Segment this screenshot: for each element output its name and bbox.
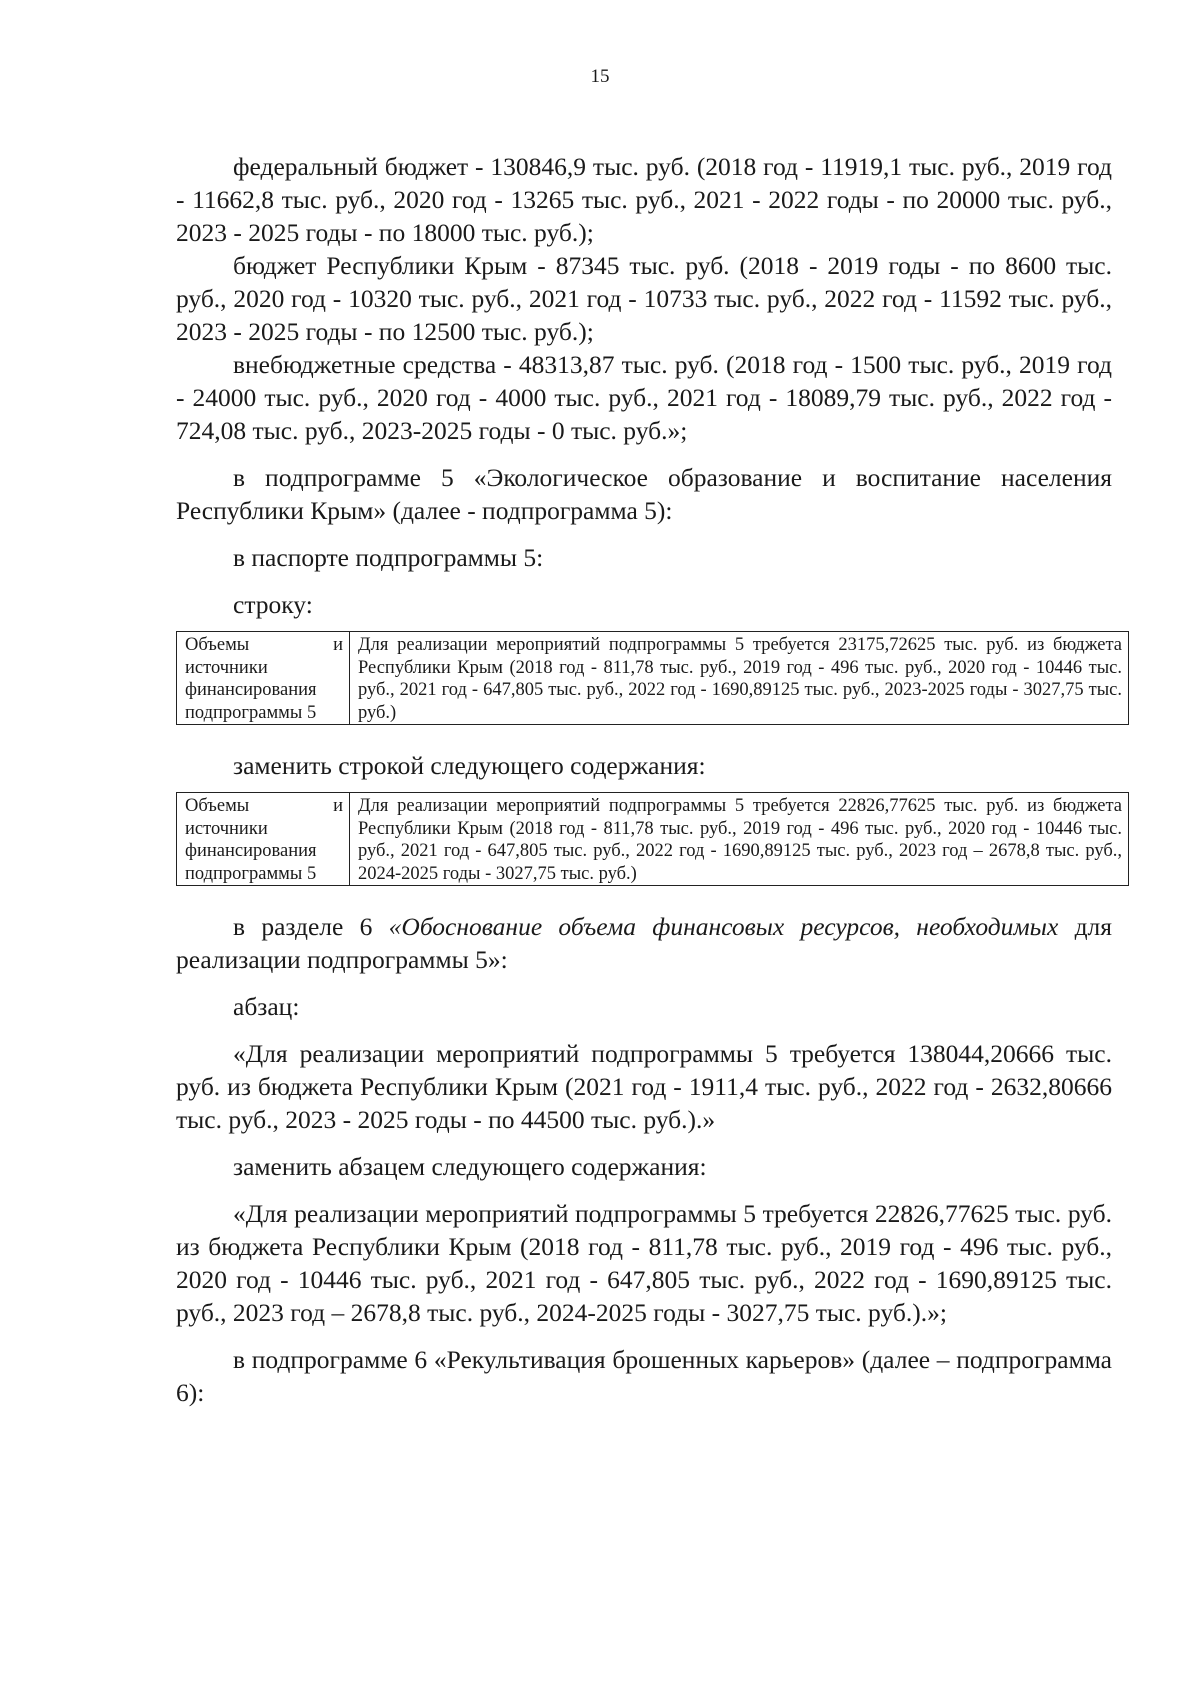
passport-paragraph: в паспорте подпрограммы 5: [233,543,544,572]
table-value-cell: Для реализации мероприятий подпрограммы 5 требуется 23175,72625 тыс. руб. из бюджета Республики Крым (2018 год - 811,78 тыс. руб., 2019 год - 496 тыс. руб., 2020 год - 10446 тыс. руб., 2021 год - 647,805 тыс. руб., 2022 год - 1690,89125 тыс. руб., 2023-2025 годы - 3027,75 тыс. руб.) [350,632,1129,725]
federal-budget-paragraph: федеральный бюджет - 130846,9 тыс. руб. (2018 год - 11919,1 тыс. руб., 2019 год - 11662,8 тыс. руб., 2020 год - 13265 тыс. руб., 2021 - 2022 годы - по 20000 тыс. руб., 2023 - 2025 годы - по 18000 тыс. руб.); [176,152,1112,247]
section6-title: «Обоснование объема финансовых ресурсов, необходимых [388,912,1059,941]
page-number: 15 [590,66,610,87]
crimea-budget-paragraph: бюджет Республики Крым - 87345 тыс. руб. (2018 - 2019 годы - по 8600 тыс. руб., 2020 год - 10320 тыс. руб., 2021 год - 10733 тыс. руб., 2022 год - 11592 тыс. руб., 2023 - 2025 годы - по 12500 тыс. руб.); [176,251,1112,346]
left-line: подпрограммы 5 [185,702,317,723]
extrabudgetary-paragraph: внебюджетные средства - 48313,87 тыс. руб. (2018 год - 1500 тыс. руб., 2019 год - 24000 тыс. руб., 2020 год - 4000 тыс. руб., 2021 год - 18089,79 тыс. руб., 2022 год - 724,08 тыс. руб., 2023-2025 годы - 0 тыс. руб.»; [176,350,1112,445]
document-body [176,150,1122,1409]
subprogram6-paragraph: в подпрограмме 6 «Рекультивация брошенных карьеров» (далее – подпрограмма 6): [176,1345,1112,1407]
table-row [177,632,1129,725]
section6-rest: для реализации подпрограммы 5»: [176,912,1112,974]
new-paragraph: «Для реализации мероприятий подпрограммы 5 требуется 22826,77625 тыс. руб. из бюджета Республики Крым (2018 год - 811,78 тыс. руб., 2019 год - 496 тыс. руб., 2020 год - 10446 тыс. руб., 2021 год - 647,805 тыс. руб., 2022 год - 1690,89125 тыс. руб., 2023 год – 2678,8 тыс. руб., 2024-2025 годы - 3027,75 тыс. руб.).»; [176,1199,1112,1327]
old-paragraph: «Для реализации мероприятий подпрограммы 5 требуется 138044,20666 тыс. руб. из бюджета Республики Крым (2021 год - 1911,4 тыс. руб., 2022 год - 2632,80666 тыс. руб., 2023 - 2025 годы - по 44500 тыс. руб.).» [176,1039,1112,1134]
table-header-cell [177,632,350,725]
paragraph-label: абзац: [233,992,300,1021]
replace-paragraph-label: заменить абзацем следующего содержания: [233,1152,707,1181]
table-row [177,793,1129,886]
left-line: источники [185,818,268,839]
section6-prefix: в разделе 6 [233,912,389,941]
row-label: строку: [233,590,313,619]
replace-row-paragraph: заменить строкой следующего содержания: [233,751,706,780]
left-line: подпрограммы 5 [185,863,317,884]
left-line: финансирования [185,841,317,861]
new-financing-table [176,792,1129,886]
table-header-cell [177,793,350,886]
left-line: источники [185,657,268,678]
left-line: Объемы и [185,796,343,816]
old-financing-table [176,631,1129,725]
section6-paragraph [176,910,1112,976]
left-line: финансирования [185,680,317,700]
table-value-cell: Для реализации мероприятий подпрограммы 5 требуется 22826,77625 тыс. руб. из бюджета Республики Крым (2018 год - 811,78 тыс. руб., 2019 год - 496 тыс. руб., 2020 год - 10446 тыс. руб., 2021 год - 647,805 тыс. руб., 2022 год - 1690,89125 тыс. руб., 2023 год – 2678,8 тыс. руб., 2024-2025 годы - 3027,75 тыс. руб.) [350,793,1129,886]
subprogram5-paragraph: в подпрограмме 5 «Экологическое образование и воспитание населения Республики Крым» (далее - подпрограмма 5): [176,463,1112,525]
left-line: Объемы и [185,635,343,655]
